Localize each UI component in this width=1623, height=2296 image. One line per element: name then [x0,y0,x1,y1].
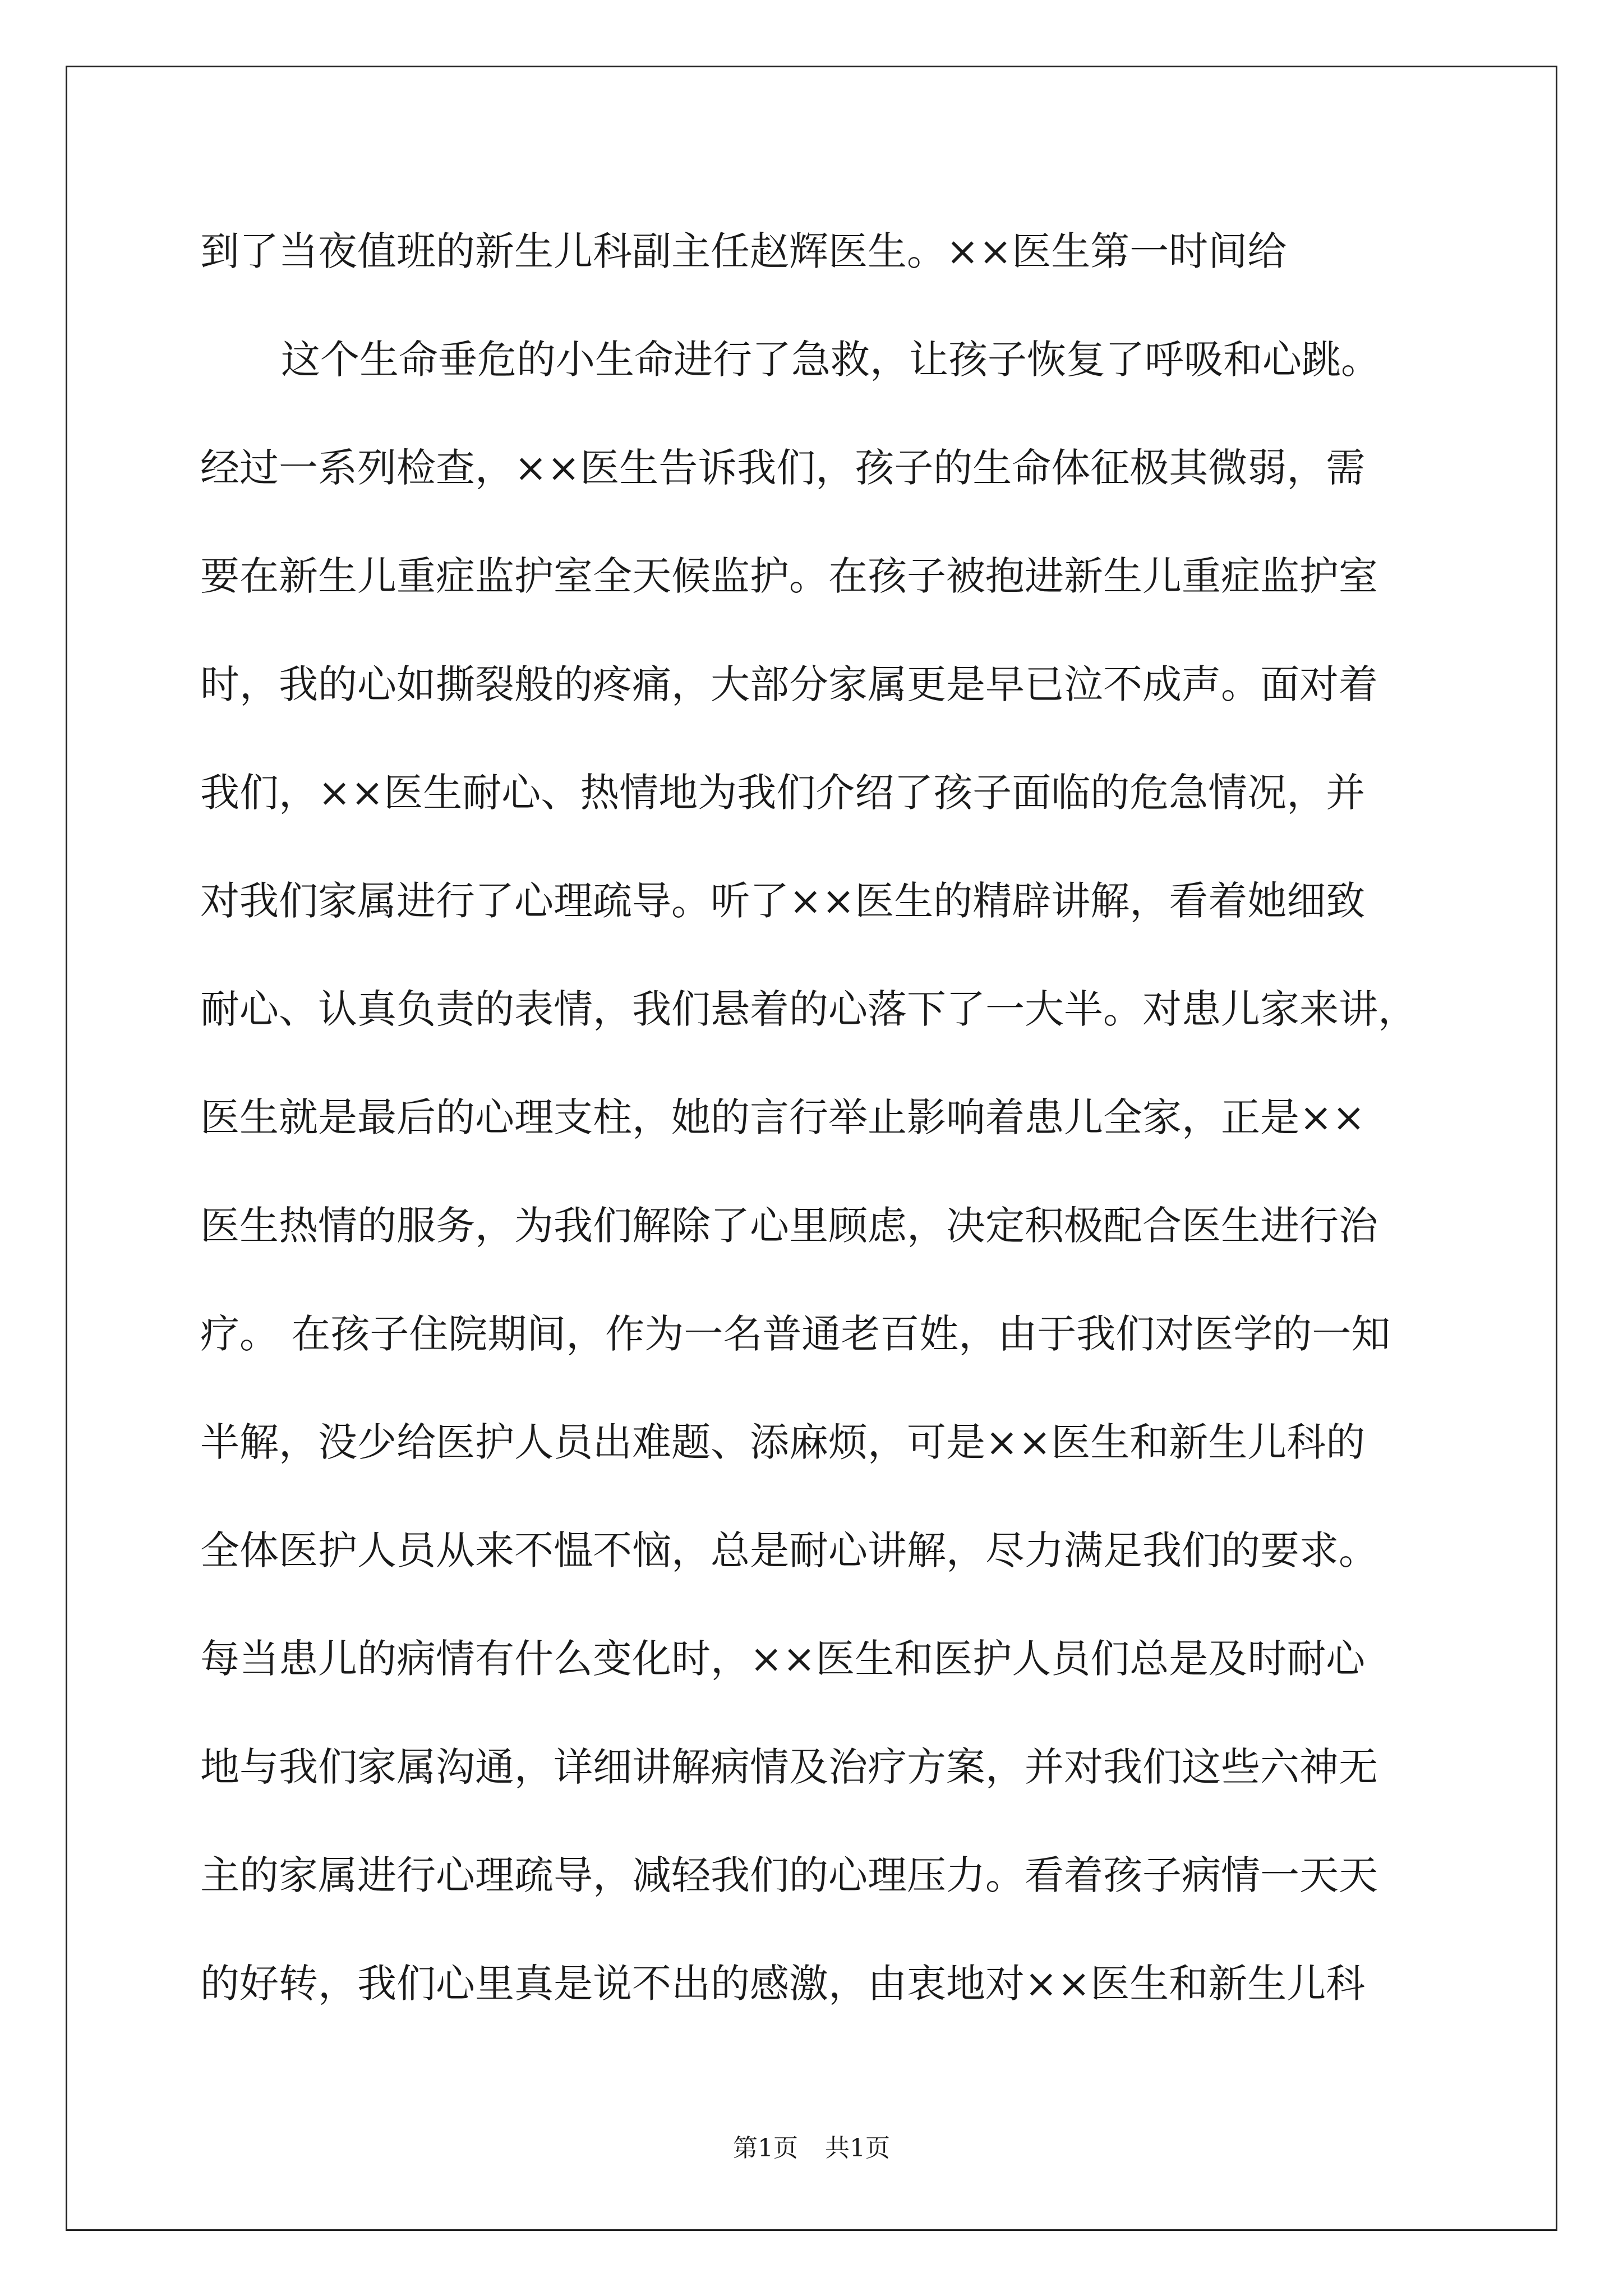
text-line: 地与我们家属沟通，详细讲解病情及治疗方案，并对我们这些六神无 [200,1744,1378,1790]
text-line: 对我们家属进行了心理疏导。听了××医生的精辟讲解，看着她细致 [200,878,1366,924]
text-line: 每当患儿的病情有什么变化时，××医生和医护人员们总是及时耐心 [200,1636,1366,1682]
document-body [200,219,1434,2059]
page-total: 共1页 [825,2134,890,2162]
text-line: 经过一系列检查，××医生告诉我们，孩子的生命体征极其微弱，需 [200,445,1366,491]
text-line: 半解，没少给医护人员出难题、添麻烦，可是××医生和新生儿科的 [200,1419,1366,1465]
text-line: 要在新生儿重症监护室全天候监护。在孩子被抱进新生儿重症监护室 [200,553,1378,599]
text-line: 医生就是最后的心理支柱，她的言行举止影响着患儿全家，正是×× [200,1094,1366,1140]
text-line: 的好转，我们心里真是说不出的感激，由衷地对××医生和新生儿科 [200,1961,1366,2007]
text-line: 这个生命垂危的小生命进行了急救，让孩子恢复了呼吸和心跳。 [281,337,1380,383]
text-line: 时，我的心如撕裂般的疼痛，大部分家属更是早已泣不成声。面对着 [200,661,1378,707]
text-line: 耐心、认真负责的表情，我们悬着的心落下了一大半。对患儿家来讲， [200,986,1417,1032]
text-line: 全体医护人员从来不愠不恼，总是耐心讲解，尽力满足我们的要求。 [200,1527,1378,1573]
text-line: 到了当夜值班的新生儿科副主任赵辉医生。××医生第一时间给 [200,228,1287,274]
page-number: 第1页 [733,2134,798,2162]
text-line: 医生热情的服务，为我们解除了心里顾虑，决定积极配合医生进行治 [200,1203,1378,1249]
text-line: 我们，××医生耐心、热情地为我们介绍了孩子面临的危急情况，并 [200,770,1366,816]
text-line: 疗。 在孩子住院期间，作为一名普通老百姓，由于我们对医学的一知 [200,1311,1391,1357]
text-line: 主的家属进行心理疏导，减轻我们的心理压力。看着孩子病情一天天 [200,1852,1378,1898]
page-footer [0,2132,1623,2165]
